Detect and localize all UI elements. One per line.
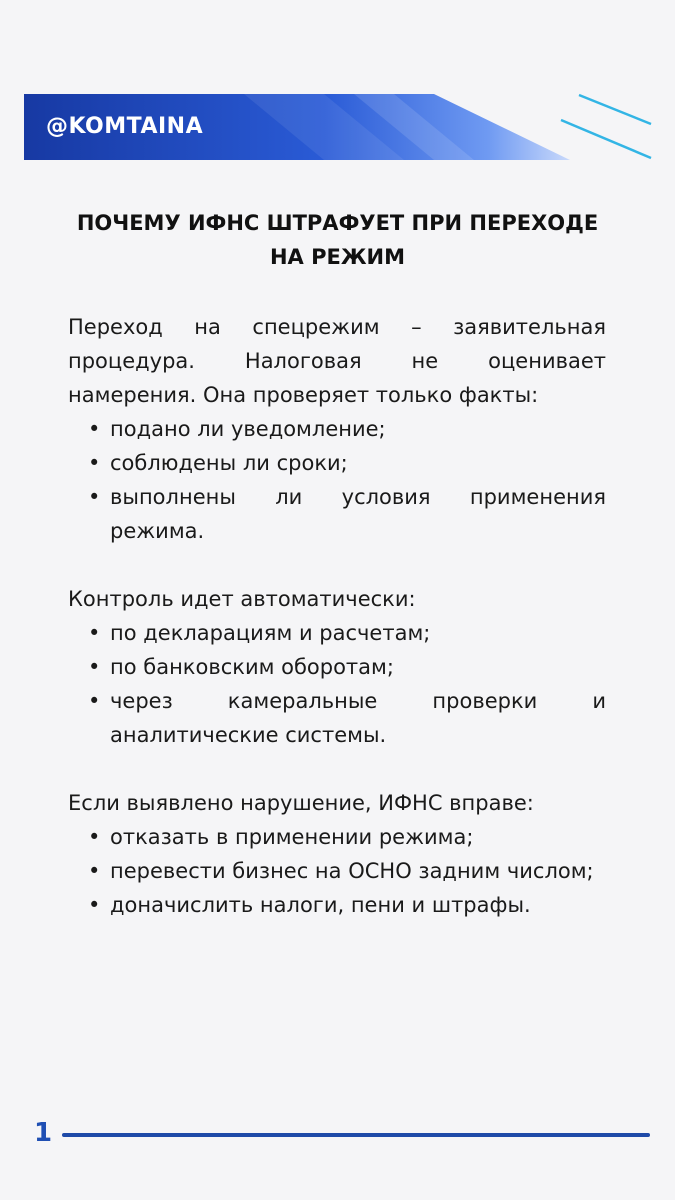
section-intro: Если выявлено нарушение, ИФНС вправе:: [68, 791, 534, 815]
list-item: • отказать в применении режима;: [68, 820, 606, 854]
bullet-icon: •: [88, 451, 101, 475]
footer-divider: [62, 1133, 650, 1137]
list-item: • соблюдены ли сроки;: [68, 446, 606, 480]
list-item: • подано ли уведомление;: [68, 412, 606, 446]
bullet-icon: •: [88, 417, 101, 441]
page-title: [60, 206, 615, 274]
list-item: • перевести бизнес на ОСНО задним числом;: [68, 854, 606, 888]
bullet-icon: •: [88, 893, 101, 917]
decorative-lines-icon: [555, 90, 665, 170]
page-number: 1: [34, 1118, 53, 1148]
section-requirements: [68, 310, 606, 548]
list-item: • по банковским оборотам;: [68, 650, 606, 684]
title-line: НА РЕЖИМ: [269, 245, 406, 269]
bullet-list: [68, 412, 606, 548]
list-item: • доначислить налоги, пени и штрафы.: [68, 888, 606, 922]
bullet-icon: •: [88, 689, 101, 713]
bullet-icon: •: [88, 655, 101, 679]
section-consequences: [68, 786, 606, 922]
bullet-icon: •: [88, 621, 101, 645]
main-content: [68, 310, 606, 956]
bullet-list: [68, 616, 606, 752]
bullet-list: [68, 820, 606, 922]
list-item: • по декларациям и расчетам;: [68, 616, 606, 650]
section-intro: Контроль идет автоматически:: [68, 587, 416, 611]
section-control: [68, 582, 606, 752]
title-line: ПОЧЕМУ ИФНС ШТРАФУЕТ ПРИ ПЕРЕХОДЕ: [76, 211, 599, 235]
bullet-icon: •: [88, 859, 101, 883]
section-intro: Переход на спецрежим – заявительная процедура. Налоговая не оценивает намерения. Она проверяет только факты:: [68, 315, 606, 407]
bullet-icon: •: [88, 825, 101, 849]
bullet-icon: •: [88, 485, 101, 509]
account-handle: @KOMTAINA: [46, 114, 204, 139]
list-item: • выполнены ли условия применения режима.: [68, 480, 606, 548]
list-item: • через камеральные проверки и аналитические системы.: [68, 684, 606, 752]
